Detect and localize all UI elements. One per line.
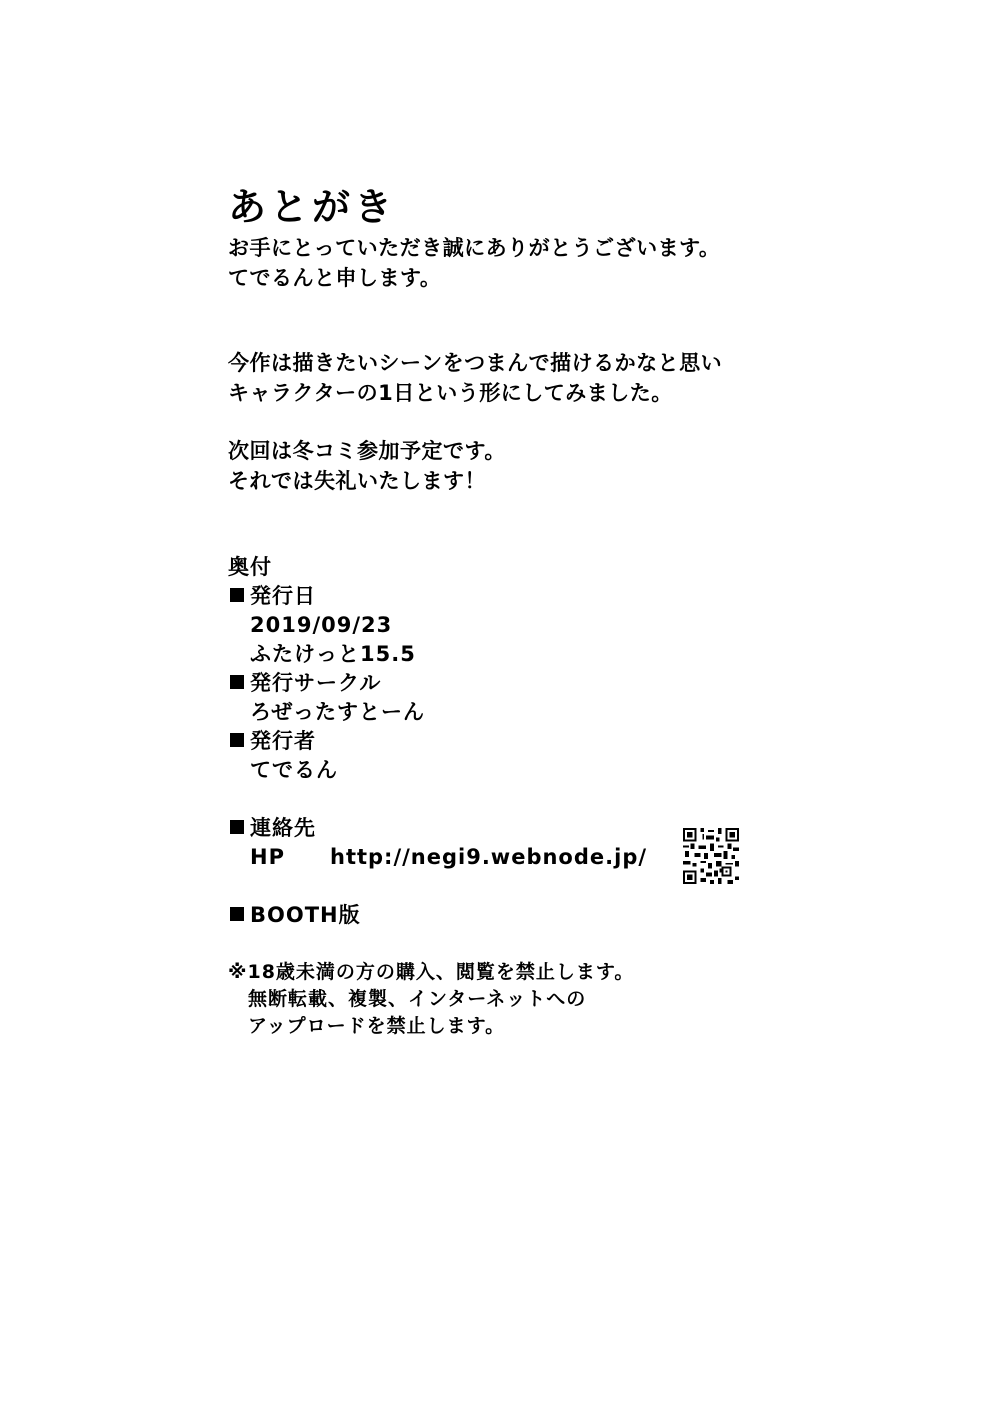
afterword-line: てでるんと申します。	[228, 266, 442, 290]
afterword-line: 今作は描きたいシーンをつまんで描けるかなと思い	[228, 351, 723, 375]
publisher-label-row	[230, 731, 316, 752]
square-bullet-icon	[230, 820, 244, 834]
square-bullet-icon	[230, 588, 244, 602]
release-date-label: 発行日	[250, 584, 316, 608]
afterword-title: あとがき	[228, 185, 397, 229]
publisher-name: てでるん	[250, 758, 338, 782]
qr-code-icon	[683, 828, 739, 884]
contact-label: 連絡先	[250, 816, 316, 840]
reprint-notice: 無断転載、複製、インターネットへの	[248, 988, 587, 1010]
hp-url-link[interactable]: http://negi9.webnode.jp/	[330, 845, 648, 869]
circle-name: ろぜったすとーん	[250, 700, 425, 724]
release-date-label-row	[230, 586, 316, 607]
hp-label: HP	[250, 845, 285, 869]
booth-label: BOOTH版	[250, 903, 361, 927]
square-bullet-icon	[230, 907, 244, 921]
afterword-line: それでは失礼いたします！	[228, 469, 486, 493]
upload-notice: アップロードを禁止します。	[248, 1015, 506, 1037]
circle-label-row	[230, 673, 381, 694]
afterword-line: キャラクターの1日という形にしてみました。	[228, 381, 673, 405]
release-date: 2019/09/23	[250, 613, 393, 637]
contact-label-row	[230, 818, 316, 839]
colophon-heading: 奥付	[228, 555, 272, 579]
square-bullet-icon	[230, 675, 244, 689]
event-name: ふたけっと15.5	[250, 642, 416, 666]
afterword-line: お手にとっていただき誠にありがとうございます。	[228, 236, 721, 260]
square-bullet-icon	[230, 733, 244, 747]
age-notice: ※18歳未満の方の購入、閲覧を禁止します。	[228, 961, 635, 983]
circle-label: 発行サークル	[250, 671, 382, 695]
publisher-label: 発行者	[250, 729, 316, 753]
booth-label-row	[230, 905, 361, 926]
afterword-line: 次回は冬コミ参加予定です。	[228, 439, 506, 463]
